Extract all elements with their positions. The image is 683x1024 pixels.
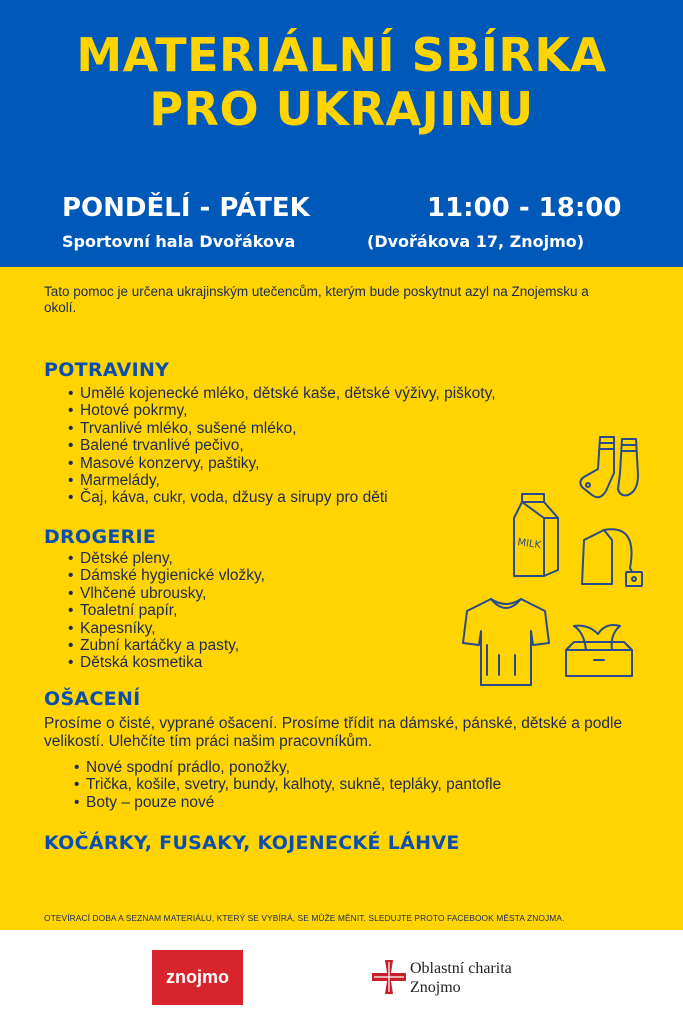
osaceni-text: Prosíme o čisté, vyprané ošacení. Prosíme třídit na dámské, pánské, dětské a podle velikostí. Ulehčíte tím práci našim pracovníkům. <box>44 715 623 750</box>
list-item: • Marmelády, <box>80 472 496 489</box>
list-item: • Toaletní papír, <box>80 602 265 619</box>
section-title-drogerie: DROGERIE <box>44 526 157 548</box>
potraviny-list <box>80 385 496 507</box>
znojmo-logo-text: znojmo <box>166 967 229 987</box>
list-item: • Dětská kosmetika <box>80 654 265 671</box>
list-item: • Masové konzervy, paštiky, <box>80 455 496 472</box>
section-title-osaceni: OŠACENÍ <box>44 688 141 710</box>
footer-band <box>0 930 683 1024</box>
list-item: • Nové spodní prádlo, ponožky, <box>86 759 501 776</box>
list-item: • Čaj, káva, cukr, voda, džusy a sirupy pro děti <box>80 489 496 506</box>
list-item: • Trvanlivé mléko, sušené mléko, <box>80 420 496 437</box>
list-item: • Trička, košile, svetry, bundy, kalhoty, sukně, tepláky, pantofle <box>86 776 501 793</box>
venue-name: Sportovní hala Dvořákova <box>62 232 296 251</box>
tissue-box-icon <box>564 620 634 680</box>
opening-hours: 11:00 - 18:00 <box>427 193 622 223</box>
charita-cross-icon <box>372 960 406 994</box>
title-line-1: MATERIÁLNÍ SBÍRKA <box>76 28 607 82</box>
charita-logo-text <box>410 959 512 997</box>
venue-address: (Dvořákova 17, Znojmo) <box>367 232 585 251</box>
list-item: • Dámské hygienické vložky, <box>80 567 265 584</box>
section-title-potraviny: POTRAVINY <box>44 359 170 381</box>
drogerie-list <box>80 550 265 672</box>
socks-icon <box>578 433 646 503</box>
list-item: • Zubní kartáčky a pasty, <box>80 637 265 654</box>
t-shirt-icon <box>459 595 553 690</box>
opening-days: PONDĚLÍ - PÁTEK <box>62 193 310 223</box>
page-title <box>0 28 683 136</box>
list-item: • Boty – pouze nové <box>86 794 501 811</box>
list-item: • Vlhčené ubrousky, <box>80 585 265 602</box>
title-line-2: PRO UKRAJINU <box>149 82 534 136</box>
list-item: • Balené trvanlivé pečivo, <box>80 437 496 454</box>
intro-text: Tato pomoc je určena ukrajinským utečencům, kterým bude poskytnut azyl na Znojemsku a okolí. <box>44 284 589 315</box>
list-item: • Kapesníky, <box>80 620 265 637</box>
charita-line-1: Oblastní charita <box>410 960 512 977</box>
milk-carton-icon <box>512 490 562 580</box>
milk-label: MILK <box>516 537 542 552</box>
znojmo-logo <box>152 950 243 1005</box>
charita-line-2: Znojmo <box>410 979 461 996</box>
list-item: • Hotové pokrmy, <box>80 402 496 419</box>
list-item: • Umělé kojenecké mléko, dětské kaše, dětské výživy, piškoty, <box>80 385 496 402</box>
header-band <box>0 0 683 267</box>
osaceni-list <box>86 759 501 811</box>
footnote: OTEVÍRACÍ DOBA A SEZNAM MATERIÁLU, KTERÝ SE VYBÍRÁ, SE MŮŽE MĚNIT. SLEDUJTE PROTO FACEBOOK MĚSTA ZNOJMA. <box>44 913 565 923</box>
list-item: • Dětské pleny, <box>80 550 265 567</box>
tea-bag-icon <box>578 528 654 590</box>
section-title-kocarky: KOČÁRKY, FUSAKY, KOJENECKÉ LÁHVE <box>44 832 460 854</box>
